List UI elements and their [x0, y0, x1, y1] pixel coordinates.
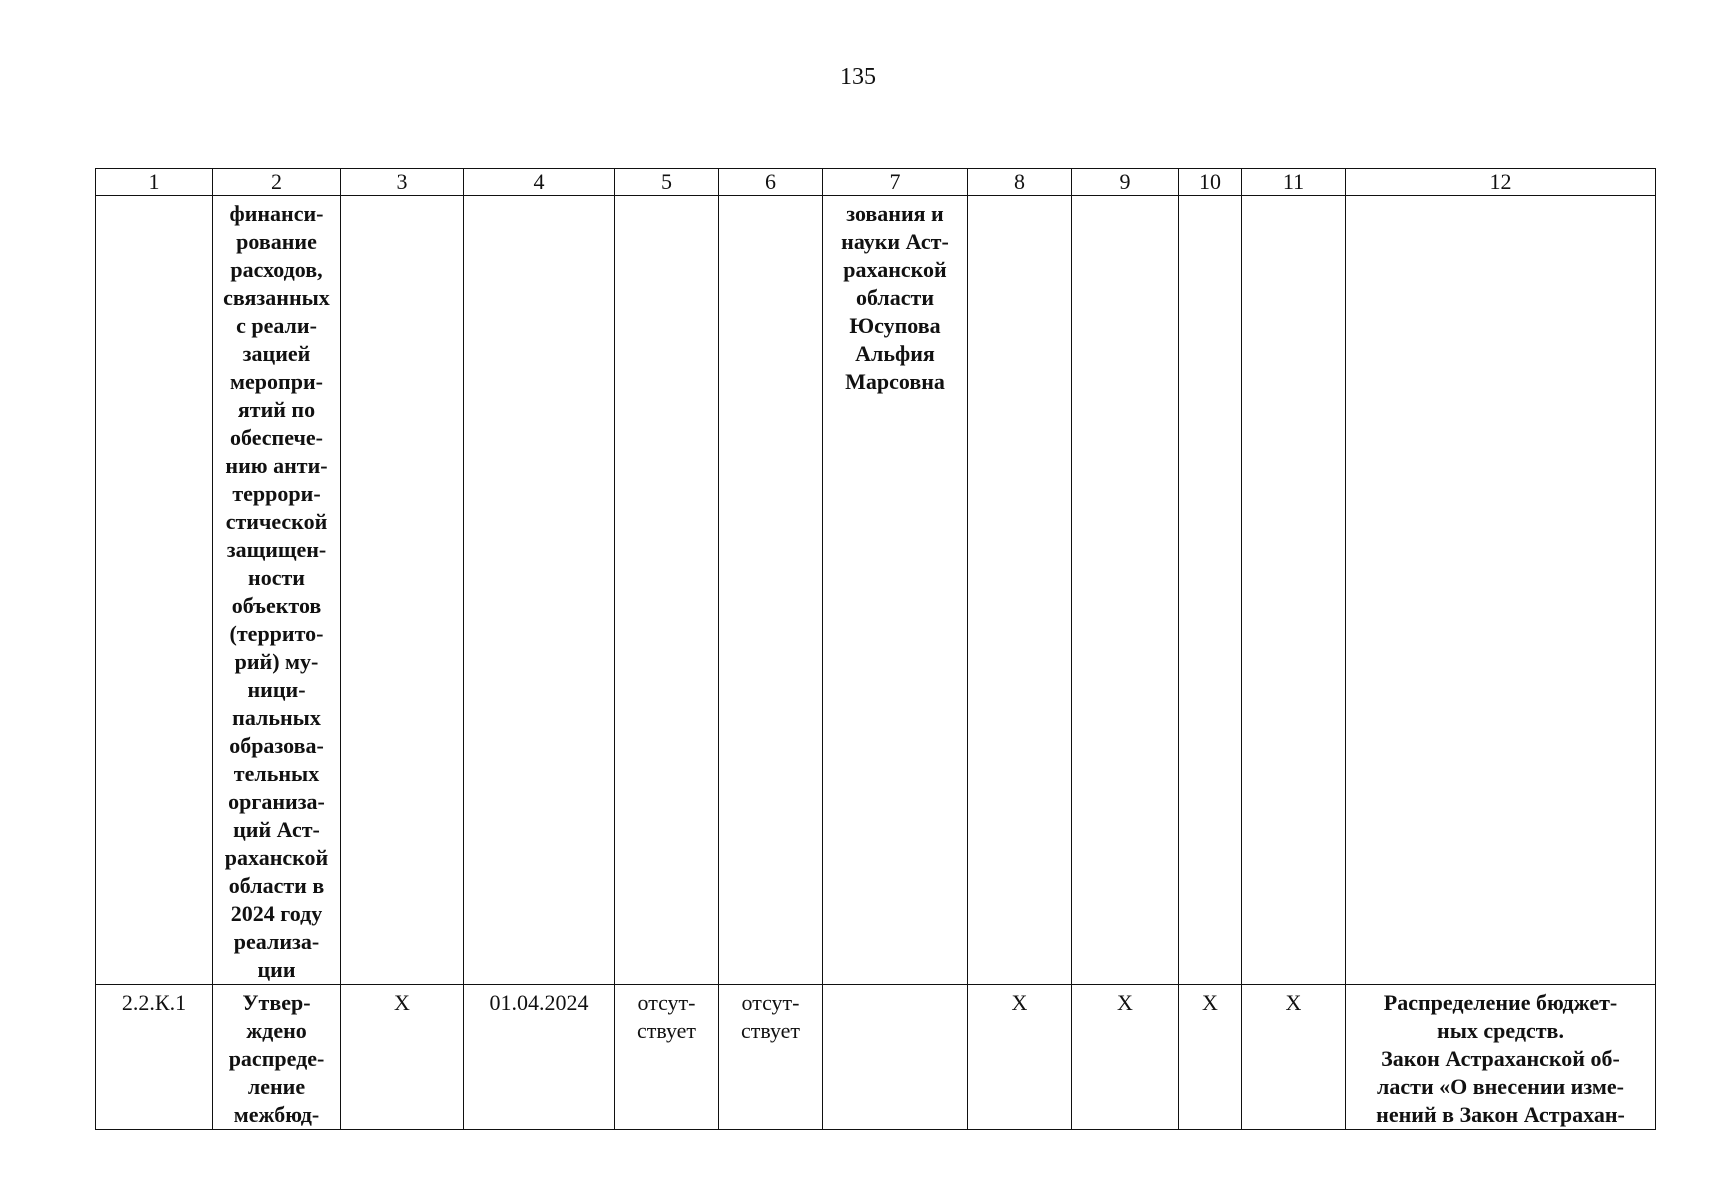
- cell-col-5: [615, 196, 719, 985]
- page-number: 135: [840, 64, 876, 90]
- table-row: [96, 985, 1656, 1130]
- header-col-3: 3: [341, 169, 464, 196]
- header-col-4: 4: [464, 169, 615, 196]
- cell-col-6: отсут- ствует: [719, 985, 823, 1130]
- cell-description: финанси- рование расходов, связанных с реали- зацией меропри- ятий по обеспече- нию анти- террори- стической защищен- ности объектов (террито- рий) му- ници- пальных образова- тельных организа- ций Аст- раханской области в 2024 году реализа- ции: [213, 196, 341, 985]
- header-col-10: 10: [1179, 169, 1242, 196]
- header-col-1: 1: [96, 169, 213, 196]
- header-col-6: 6: [719, 169, 823, 196]
- cell-col-8: X: [968, 985, 1072, 1130]
- plan-table: [95, 168, 1656, 1130]
- cell-col-10: [1179, 196, 1242, 985]
- cell-col-8: [968, 196, 1072, 985]
- header-col-11: 11: [1242, 169, 1346, 196]
- cell-col-3: X: [341, 985, 464, 1130]
- cell-col-10: X: [1179, 985, 1242, 1130]
- header-row: [96, 169, 1656, 196]
- cell-col-3: [341, 196, 464, 985]
- cell-number: [96, 196, 213, 985]
- cell-number: 2.2.К.1: [96, 985, 213, 1130]
- header-col-7: 7: [823, 169, 968, 196]
- cell-date: 01.04.2024: [464, 985, 615, 1130]
- cell-col-12: [1346, 196, 1656, 985]
- cell-col-5: отсут- ствует: [615, 985, 719, 1130]
- cell-result-document: Распределение бюджет- ных средств. Закон Астраханской об- ласти «О внесении изме- нений в Закон Астрахан-: [1346, 985, 1656, 1130]
- cell-responsible: [823, 985, 968, 1130]
- cell-col-9: X: [1072, 985, 1179, 1130]
- cell-responsible: зования и науки Аст- раханской области Юсупова Альфия Марсовна: [823, 196, 968, 985]
- header-col-5: 5: [615, 169, 719, 196]
- header-col-8: 8: [968, 169, 1072, 196]
- header-col-2: 2: [213, 169, 341, 196]
- header-col-9: 9: [1072, 169, 1179, 196]
- cell-col-9: [1072, 196, 1179, 985]
- cell-description: Утвер- ждено распреде- ление межбюд-: [213, 985, 341, 1130]
- cell-col-4: [464, 196, 615, 985]
- header-col-12: 12: [1346, 169, 1656, 196]
- cell-col-11: X: [1242, 985, 1346, 1130]
- cell-col-6: [719, 196, 823, 985]
- table-row: [96, 196, 1656, 985]
- cell-col-11: [1242, 196, 1346, 985]
